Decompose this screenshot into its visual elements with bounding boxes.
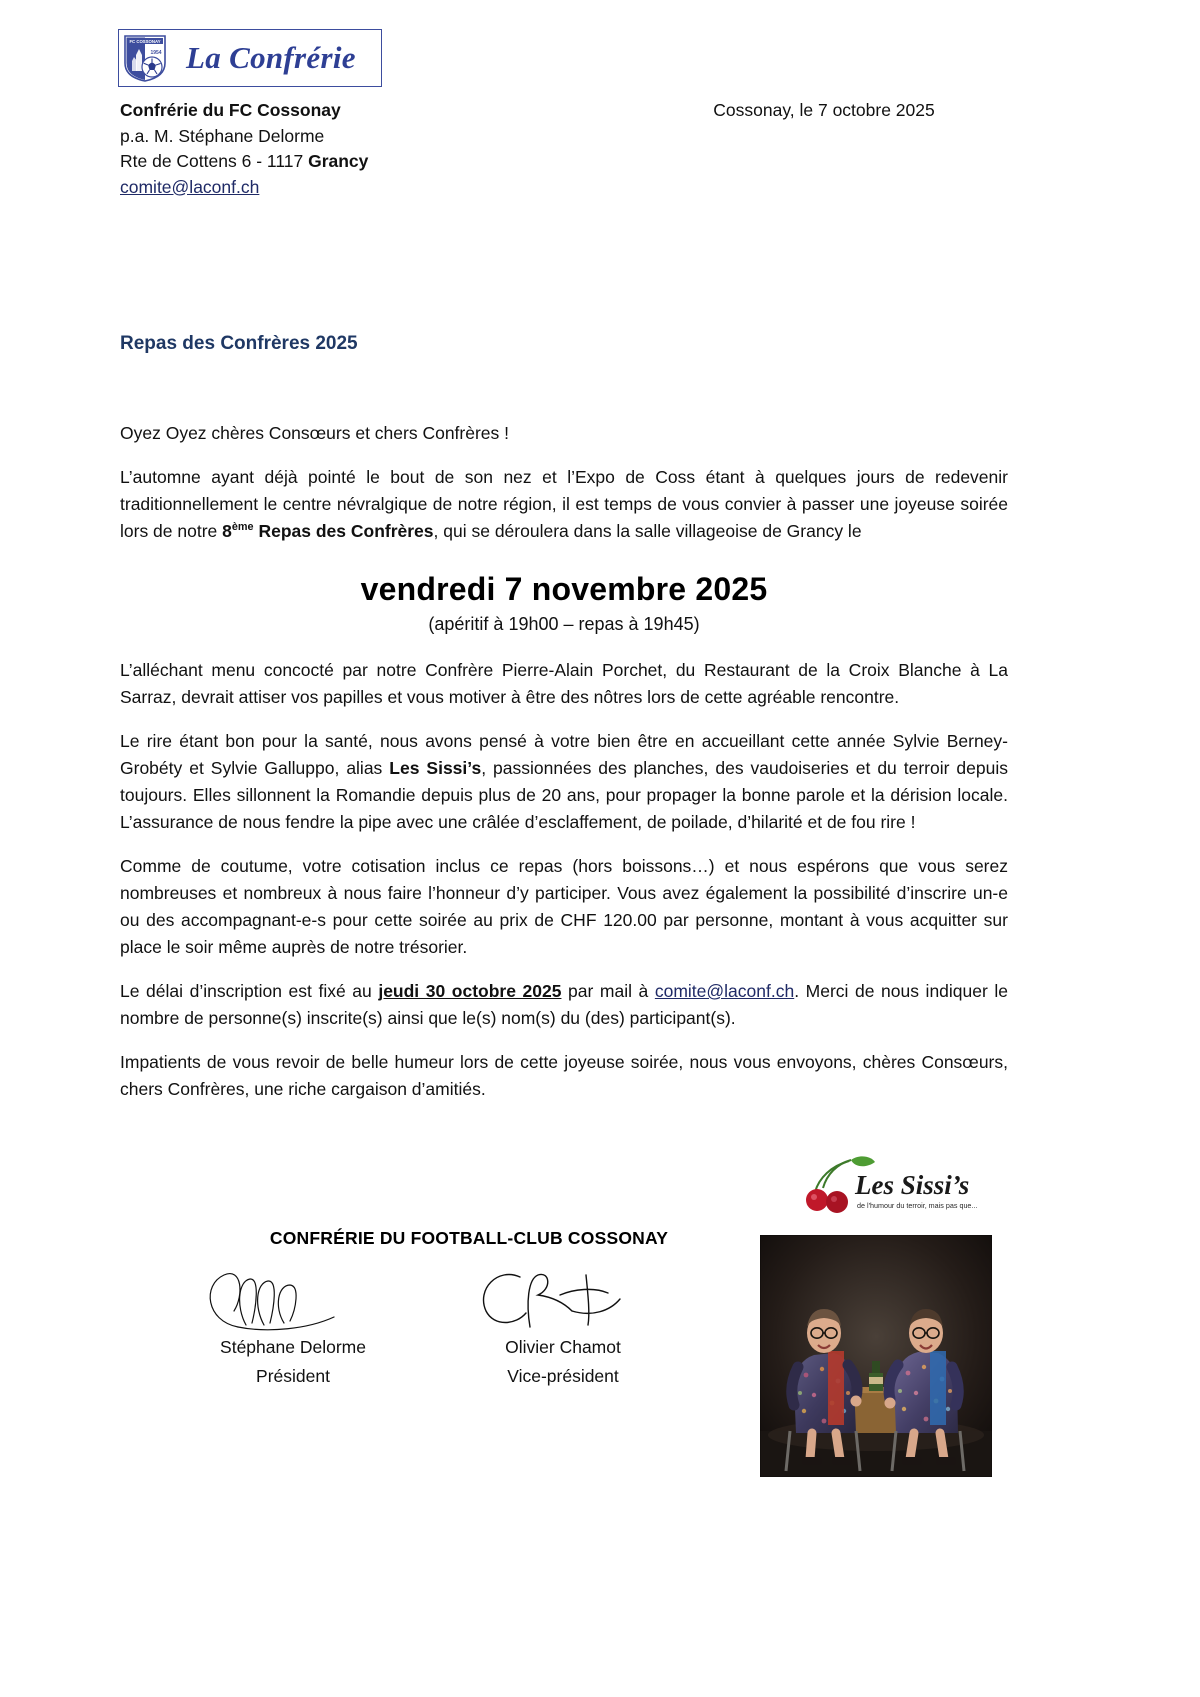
event-date-highlight: vendredi 7 novembre 2025 [360, 571, 768, 607]
event-schedule: (apéritif à 19h00 – repas à 19h45) [428, 614, 700, 634]
intro-text-a: L’automne ayant déjà pointé le bout de son nez et l’Expo de Coss étant à quelques jours de redevenir traditionnellement le centre névralgique de notre région, il est temps de vous convier à passer une joyeuse soirée lors de notre [120, 467, 1008, 541]
artists-name-inline: Les Sissi’s [389, 758, 482, 778]
president-name: Stéphane Delorme [220, 1337, 366, 1357]
letter-body [120, 420, 1008, 1120]
artists-text-a: Le rire étant bon pour la santé, nous avons pensé à votre bien être en accueillant cette année Sylvie Berney-Grobéty et Sylvie Galluppo, alias [120, 731, 1008, 778]
signature-heading: CONFRÉRIE DU FOOTBALL-CLUB COSSONAY [269, 1228, 669, 1248]
vice-president-role: Vice-président [507, 1366, 619, 1386]
handwritten-signature-icon [468, 1255, 658, 1333]
edition-ordinal-suffix: ème [231, 521, 254, 534]
paragraph-fees: Comme de coutume, votre cotisation inclus ce repas (hors boissons…) et nous espérons que vous serez nombreuses et nombreux à nous faire l’honneur d’y participer. Vous avez également la possibilité d’inscrire un-e ou des accompagnant-e-s pour cette soirée au prix de CHF 120.00 par personne, montant à vous acquitter sur place le soir même auprès de notre trésorier. [120, 856, 1008, 957]
paragraph-menu: L’alléchant menu concocté par notre Confrère Pierre-Alain Porchet, du Restaurant de la Croix Blanche à La Sarraz, devrait attiser vos papilles et vous motiver à être des nôtres lors de cette agréable rencontre. [120, 660, 1008, 707]
artists-text-b: , passionnées des planches, des vaudoiseries et du terroir depuis toujours. Elles sillonnent la Romandie depuis plus de 20 ans, pour propager la bonne parole et la dérision locale. L’assurance de nous fendre la pipe avec une crâlée d’esclaffement, de poilade, d’hilarité et de fou rire ! [120, 758, 1008, 832]
svg-text:1954: 1954 [150, 50, 162, 56]
contact-email-link[interactable]: comite@laconf.ch [654, 981, 795, 1001]
page-title: Repas des Confrères 2025 [120, 333, 358, 354]
president-role: Président [256, 1366, 330, 1386]
paragraph-deadline [120, 978, 1008, 1032]
sender-city: Grancy [308, 151, 369, 171]
sender-street: Rte de Cottens 6 - 1117 [120, 151, 309, 171]
les-sissis-wordmark: Les Sissi’s [855, 1170, 970, 1200]
place-date: Cossonay, le 7 octobre 2025 [713, 100, 935, 120]
vice-president-name: Olivier Chamot [505, 1337, 621, 1357]
edition-number: 8 [222, 521, 232, 541]
signature-row [120, 1255, 740, 1391]
svg-text:FC COSSONAY: FC COSSONAY [129, 39, 161, 44]
les-sissis-tagline: de l'humour du terroir, mais pas que... [857, 1201, 978, 1210]
registration-deadline: jeudi 30 octobre 2025 [378, 981, 562, 1001]
la-confrerie-logo [118, 29, 382, 87]
sender-organisation: Confrérie du FC Cossonay [120, 100, 341, 120]
deadline-text-a: Le délai d’inscription est fixé au [120, 981, 379, 1001]
confrerie-wordmark: La Confrérie [186, 40, 356, 75]
paragraph-artists [120, 728, 1008, 836]
les-sissis-photo [760, 1235, 992, 1477]
sender-street-city [120, 149, 640, 175]
event-name-inline: Repas des Confrères [253, 521, 434, 541]
signature-block [120, 1228, 740, 1391]
salutation: Oyez Oyez chères Consœurs et chers Confrères ! [120, 423, 510, 443]
deadline-text-b: par mail à [561, 981, 655, 1001]
sender-email-link[interactable]: comite@laconf.ch [120, 176, 260, 197]
signature-president [198, 1255, 388, 1391]
deadline-text-c: . Merci de nous indiquer le nombre de personne(s) inscrite(s) ainsi que le(s) nom(s) du (des) participant(s). [120, 981, 1009, 1028]
sender-care-of: p.a. M. Stéphane Delorme [120, 125, 325, 146]
fc-cossonay-crest-icon [122, 33, 168, 83]
paragraph-closing: Impatients de vous revoir de belle humeur lors de cette joyeuse soirée, nous vous envoyons, chères Consœurs, chers Confrères, une riche cargaison d’amitiés. [120, 1052, 1008, 1099]
signature-vice-president [468, 1255, 658, 1391]
sender-address-block [120, 98, 640, 200]
paragraph-intro [120, 464, 1008, 545]
les-sissis-logo [793, 1152, 979, 1230]
handwritten-signature-icon [198, 1255, 388, 1333]
intro-text-c: , qui se déroulera dans la salle villageoise de Grancy le [433, 521, 862, 541]
